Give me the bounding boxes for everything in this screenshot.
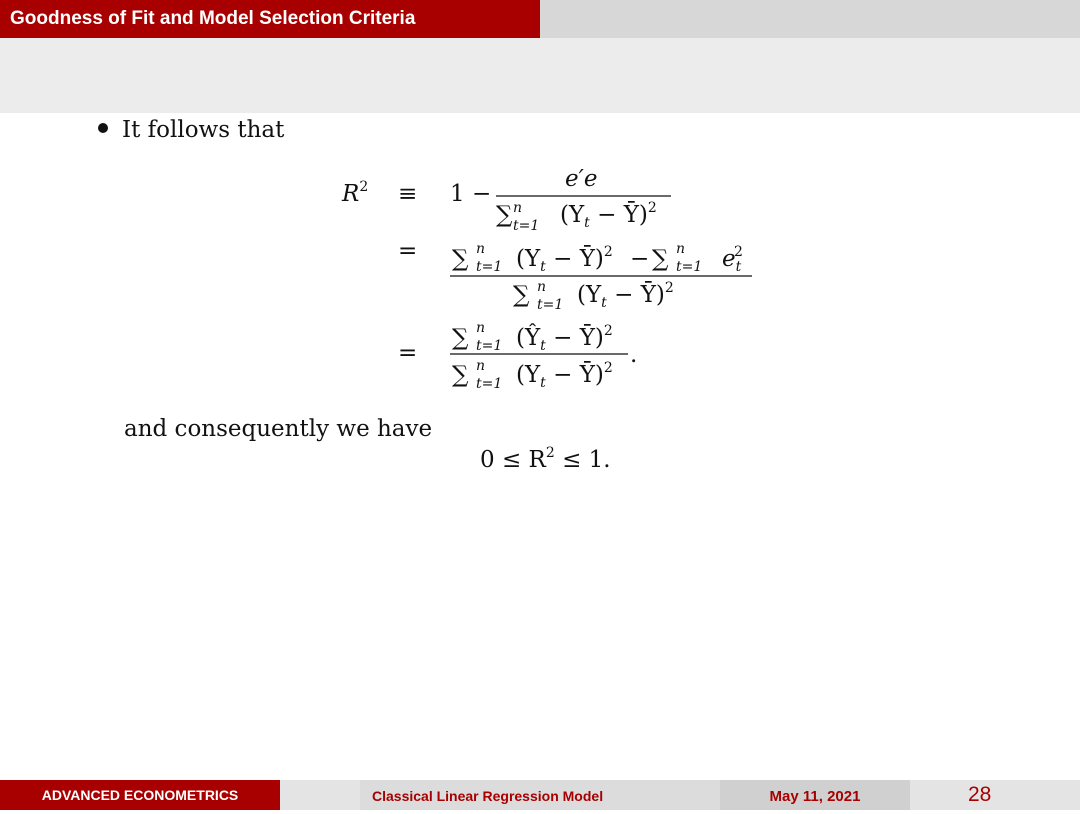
svg-text:n: n bbox=[476, 358, 486, 374]
frame-title: Goodness of Fit and Model Selection Criteria bbox=[0, 0, 540, 38]
svg-text:t=1: t=1 bbox=[476, 338, 503, 354]
svg-text:t=1: t=1 bbox=[513, 218, 540, 234]
svg-text:t=1: t=1 bbox=[676, 259, 703, 275]
svg-text:∑: ∑ bbox=[513, 282, 530, 308]
svg-text:t=1: t=1 bbox=[476, 376, 503, 392]
svg-text:∑: ∑ bbox=[452, 362, 469, 388]
footer-page-number: 28 bbox=[968, 783, 992, 806]
svg-text:et: $e_t$ bbox=[722, 246, 742, 275]
svg-text:t=1: t=1 bbox=[476, 259, 503, 275]
bullet-text: It follows that bbox=[122, 117, 285, 143]
svg-text:t=1: t=1 bbox=[537, 297, 564, 313]
footer-bar bbox=[0, 780, 1080, 810]
footer-course: ADVANCED ECONOMETRICS bbox=[0, 780, 280, 810]
svg-text:n: n bbox=[476, 320, 486, 336]
svg-text:(Yt − Ȳ)2: ($Y_t$ − Ȳ)$^2$ bbox=[560, 200, 657, 231]
rel-equiv: ≡ bbox=[398, 181, 418, 207]
frac1-denominator bbox=[496, 200, 657, 234]
consequently-text: and consequently we have bbox=[124, 416, 433, 442]
footer-date: May 11, 2021 bbox=[720, 780, 910, 810]
svg-text:(Ŷt − Ȳ)2: ($Ŷ_t$ − Ȳ)$^2$ bbox=[516, 323, 613, 354]
frac2-denominator bbox=[513, 279, 674, 313]
svg-text:∑: ∑ bbox=[452, 325, 469, 351]
svg-text:(Yt − Ȳ)2: ($Y_t$ − Ȳ)$^2$ bbox=[516, 360, 613, 391]
frac3-denominator bbox=[452, 358, 613, 392]
svg-text:n: n bbox=[676, 241, 686, 257]
svg-text:n: n bbox=[476, 241, 486, 257]
inequality: $0 \le R^2 \le 1$. bbox=[480, 445, 611, 473]
svg-text:2: 2 bbox=[734, 244, 743, 260]
frac3-numerator bbox=[452, 320, 613, 354]
svg-text:n: n bbox=[537, 279, 547, 295]
svg-text:(Yt − Ȳ)2: ($Y_t$ − Ȳ)$^2$ bbox=[516, 244, 613, 275]
frac1-numerator: e′e bbox=[565, 166, 598, 192]
svg-text:∑: ∑ bbox=[496, 202, 513, 228]
svg-text:(Yt − Ȳ)2: ($Y_t$ − Ȳ)$^2$ bbox=[577, 280, 674, 311]
rel-eq-1: = bbox=[398, 238, 418, 264]
eq-lhs: $R^2$ bbox=[342, 179, 369, 207]
footer-model: Classical Linear Regression Model bbox=[360, 780, 720, 810]
svg-text:∑: ∑ bbox=[652, 246, 669, 272]
frac3-period: . bbox=[630, 342, 638, 368]
svg-text:n: n bbox=[513, 200, 523, 216]
svg-text:−: − bbox=[630, 246, 650, 272]
one-minus: 1 − bbox=[450, 181, 492, 207]
frac2-numerator bbox=[452, 241, 743, 275]
rel-eq-2: = bbox=[398, 340, 418, 366]
svg-text:∑: ∑ bbox=[452, 246, 469, 272]
